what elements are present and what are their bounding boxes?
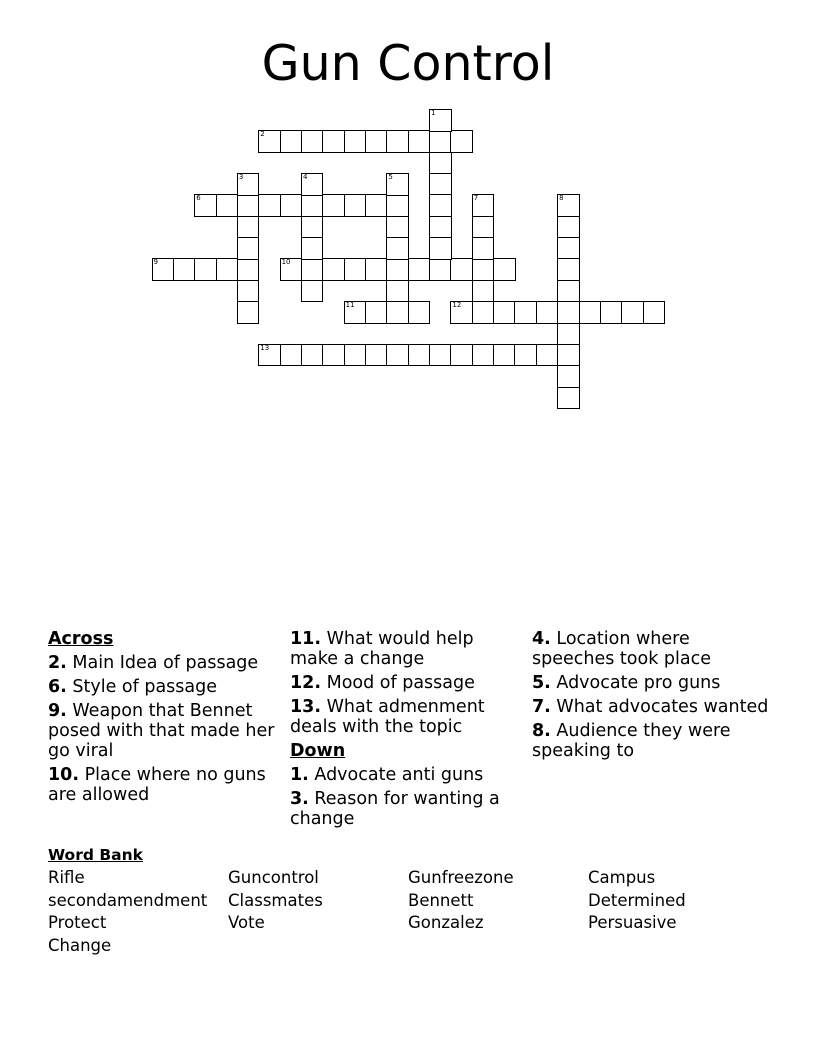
crossword-cell[interactable] xyxy=(301,216,324,239)
crossword-cell[interactable] xyxy=(472,216,495,239)
across-heading: Across xyxy=(48,629,114,649)
clue-number: 3 xyxy=(238,173,244,182)
crossword-cell[interactable] xyxy=(429,237,452,260)
crossword-cell[interactable] xyxy=(237,173,260,196)
crossword-cell[interactable] xyxy=(216,258,239,281)
crossword-cell[interactable] xyxy=(237,258,260,281)
crossword-cell[interactable] xyxy=(450,258,473,281)
crossword-cell[interactable] xyxy=(450,301,473,324)
clue-down-1: 1. Advocate anti guns xyxy=(290,765,484,785)
crossword-cell[interactable] xyxy=(258,130,281,153)
crossword-cell[interactable] xyxy=(557,258,580,281)
crossword-cell[interactable] xyxy=(386,173,409,196)
clues-column-1 xyxy=(48,629,286,809)
crossword-cell[interactable] xyxy=(322,258,345,281)
clue-across-9: 9. Weapon that Bennet posed with that made her go viral xyxy=(48,701,275,761)
clue-number: 12 xyxy=(452,301,462,310)
puzzle-title: Gun Control xyxy=(261,35,555,92)
clues-column-2 xyxy=(290,629,525,833)
word-bank-item: Classmates xyxy=(228,891,323,910)
clue-down-5: 5. Advocate pro guns xyxy=(532,673,721,693)
crossword-cell[interactable] xyxy=(344,258,367,281)
crossword-cell[interactable] xyxy=(237,194,260,217)
crossword-cell[interactable] xyxy=(237,237,260,260)
clue-number: 6 xyxy=(196,194,201,203)
clue-down-8: 8. Audience they were speaking to xyxy=(532,721,731,761)
crossword-cell[interactable] xyxy=(429,258,452,281)
clue-number: 13 xyxy=(260,343,270,352)
crossword-cell[interactable] xyxy=(344,301,367,324)
crossword-cell[interactable] xyxy=(386,130,409,153)
word-bank-item: Bennett xyxy=(408,891,474,910)
crossword-cell[interactable] xyxy=(258,194,281,217)
clue-number: 5 xyxy=(388,173,393,182)
crossword-cell[interactable] xyxy=(408,258,431,281)
word-bank-item: Protect xyxy=(48,913,107,932)
crossword-cell[interactable] xyxy=(557,237,580,260)
crossword-cell[interactable] xyxy=(301,344,324,367)
crossword-cell[interactable] xyxy=(408,301,431,324)
crossword-cell[interactable] xyxy=(429,130,452,153)
crossword-cell[interactable] xyxy=(557,344,580,367)
crossword-cell[interactable] xyxy=(557,194,580,217)
crossword-cell[interactable] xyxy=(429,173,452,196)
crossword-cell[interactable] xyxy=(280,130,303,153)
crossword-cell[interactable] xyxy=(450,344,473,367)
crossword-cell[interactable] xyxy=(365,344,388,367)
crossword-cell[interactable] xyxy=(472,280,495,303)
crossword-cell[interactable] xyxy=(301,194,324,217)
word-bank-item: Rifle xyxy=(48,868,85,887)
crossword-cell[interactable] xyxy=(365,130,388,153)
clue-number: 4 xyxy=(302,173,308,182)
crossword-cell[interactable] xyxy=(194,258,217,281)
crossword-cell[interactable] xyxy=(301,173,324,196)
crossword-cell[interactable] xyxy=(237,280,260,303)
crossword-cell[interactable] xyxy=(344,344,367,367)
crossword-cell[interactable] xyxy=(173,258,196,281)
clue-number: 10 xyxy=(281,258,291,267)
clue-down-7: 7. What advocates wanted xyxy=(532,697,769,717)
crossword-grid xyxy=(0,0,816,420)
crossword-cell[interactable] xyxy=(557,365,580,388)
crossword-cell[interactable] xyxy=(237,216,260,239)
crossword-cell[interactable] xyxy=(493,258,516,281)
clue-number: 8 xyxy=(559,194,564,203)
crossword-cell[interactable] xyxy=(301,237,324,260)
crossword-cell[interactable] xyxy=(386,301,409,324)
crossword-cell[interactable] xyxy=(472,344,495,367)
crossword-cell[interactable] xyxy=(280,194,303,217)
word-bank-title: Word Bank xyxy=(48,846,143,864)
crossword-cell[interactable] xyxy=(429,109,452,132)
crossword-cell[interactable] xyxy=(557,387,580,410)
crossword-cell[interactable] xyxy=(301,280,324,303)
word-bank-item: Vote xyxy=(228,913,265,932)
clues-column-3 xyxy=(532,629,772,765)
crossword-cell[interactable] xyxy=(322,194,345,217)
crossword-cell[interactable] xyxy=(408,344,431,367)
crossword-cell[interactable] xyxy=(322,344,345,367)
crossword-cell[interactable] xyxy=(386,280,409,303)
crossword-cell[interactable] xyxy=(258,344,281,367)
crossword-cell[interactable] xyxy=(280,344,303,367)
crossword-cell[interactable] xyxy=(429,194,452,217)
word-bank-item: Gonzalez xyxy=(408,913,484,932)
crossword-cell[interactable] xyxy=(536,344,559,367)
clue-number: 7 xyxy=(473,194,479,203)
crossword-cell[interactable] xyxy=(301,258,324,281)
crossword-cell[interactable] xyxy=(408,130,431,153)
crossword-cell[interactable] xyxy=(280,258,303,281)
crossword-cell[interactable] xyxy=(557,280,580,303)
crossword-cell[interactable] xyxy=(643,301,666,324)
crossword-cell[interactable] xyxy=(301,130,324,153)
crossword-cell[interactable] xyxy=(386,194,409,217)
crossword-cell[interactable] xyxy=(365,194,388,217)
clue-across-6: 6. Style of passage xyxy=(48,677,218,697)
crossword-cell[interactable] xyxy=(557,301,580,324)
word-bank-item: Determined xyxy=(588,891,686,910)
down-heading: Down xyxy=(290,741,346,761)
crossword-cell[interactable] xyxy=(557,216,580,239)
crossword-cell[interactable] xyxy=(429,216,452,239)
crossword-cell[interactable] xyxy=(216,194,239,217)
word-bank-item: Guncontrol xyxy=(228,868,319,887)
crossword-cell[interactable] xyxy=(429,344,452,367)
word-bank-item: Persuasive xyxy=(588,913,677,932)
clue-number: 11 xyxy=(345,301,355,310)
clue-number: 2 xyxy=(260,130,265,139)
crossword-cell[interactable] xyxy=(621,301,644,324)
word-bank-item: secondamendment xyxy=(48,891,208,910)
clue-number: 9 xyxy=(153,258,158,267)
crossword-cell[interactable] xyxy=(514,301,537,324)
crossword-cell[interactable] xyxy=(386,258,409,281)
crossword-cell[interactable] xyxy=(493,301,516,324)
clue-across-10: 10. Place where no guns are allowed xyxy=(48,765,266,805)
clue-across-13: 13. What admenment deals with the topic xyxy=(290,697,485,737)
crossword-cell[interactable] xyxy=(429,152,452,175)
crossword-cell[interactable] xyxy=(386,216,409,239)
crossword-cell[interactable] xyxy=(365,258,388,281)
crossword-cell[interactable] xyxy=(472,194,495,217)
word-bank-item: Gunfreezone xyxy=(408,868,514,887)
clue-number: 1 xyxy=(431,109,436,117)
crossword-cell[interactable] xyxy=(579,301,602,324)
clue-across-2: 2. Main Idea of passage xyxy=(48,653,259,673)
word-bank-item: Change xyxy=(48,936,112,955)
crossword-cell[interactable] xyxy=(386,237,409,260)
crossword-cell[interactable] xyxy=(194,194,217,217)
crossword-cell[interactable] xyxy=(344,130,367,153)
word-bank-item: Campus xyxy=(588,868,656,887)
crossword-cell[interactable] xyxy=(536,301,559,324)
crossword-cell[interactable] xyxy=(450,130,473,153)
crossword-cell[interactable] xyxy=(152,258,175,281)
crossword-cell[interactable] xyxy=(514,344,537,367)
crossword-cell[interactable] xyxy=(322,130,345,153)
clue-across-12: 12. Mood of passage xyxy=(290,673,475,693)
crossword-cell[interactable] xyxy=(344,194,367,217)
crossword-cell[interactable] xyxy=(600,301,623,324)
crossword-cell[interactable] xyxy=(493,344,516,367)
crossword-cell[interactable] xyxy=(472,258,495,281)
clue-across-11: 11. What would help make a change xyxy=(290,629,474,669)
crossword-cell[interactable] xyxy=(365,301,388,324)
crossword-cell[interactable] xyxy=(386,344,409,367)
crossword-cell[interactable] xyxy=(472,237,495,260)
crossword-cell[interactable] xyxy=(557,323,580,346)
clue-down-3: 3. Reason for wanting a change xyxy=(290,789,500,829)
crossword-cell[interactable] xyxy=(237,301,260,324)
crossword-cell[interactable] xyxy=(472,301,495,324)
clue-down-4: 4. Location where speeches took place xyxy=(532,629,711,669)
